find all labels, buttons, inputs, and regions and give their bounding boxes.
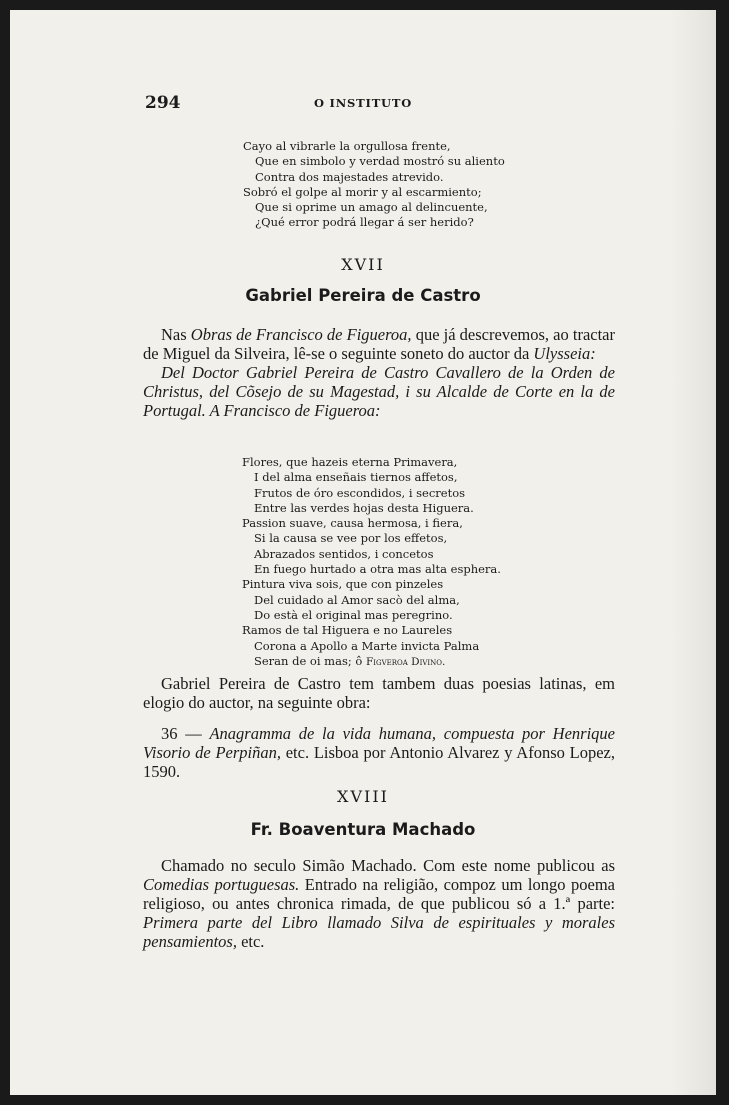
sonnet-line: Ramos de tal Higuera e no Laureles xyxy=(242,623,453,638)
sonnet-line: Do està el original mas peregrino. xyxy=(254,607,453,622)
book-page xyxy=(10,10,716,1095)
sonnet-line: Frutos de óro escondidos, i secretos xyxy=(254,485,466,500)
sonnet-line: Passion suave, causa hermosa, i fiera, xyxy=(242,516,463,531)
running-head: O INSTITUTO xyxy=(313,96,413,110)
verse-line: Sobró el golpe al morir y al escarmiento; xyxy=(243,184,482,199)
section-17-bibliography xyxy=(143,674,615,781)
sonnet-line: En fuego hurtado a otra mas alta esphera. xyxy=(254,562,501,577)
sonnet-line: Entre las verdes hojas desta Higuera. xyxy=(254,500,474,515)
sonnet-line: Corona a Apollo a Marte invicta Palma xyxy=(254,638,480,653)
sonnet-line: I del alma enseñais tiernos affetos, xyxy=(254,470,458,485)
section-17-intro xyxy=(143,325,615,420)
verse-line: Que en simbolo y verdad mostró su aliento xyxy=(255,154,505,169)
dedication: Del Doctor Gabriel Pereira de Castro Cavallero de la Orden de Christus, del Cõsejo de su Magestad, i su Alcalde de Corte en la de Portugal. A Francisco de Figueroa: xyxy=(143,363,615,420)
verse-top xyxy=(243,139,505,231)
sonnet-line: Del cuidado al Amor sacò del alma, xyxy=(254,592,460,607)
sonnet-line: Abrazados sentidos, i concetos xyxy=(254,546,434,561)
verse-line: Cayo al vibrarle la orgullosa frente, xyxy=(243,139,451,153)
latin-note: Gabriel Pereira de Castro tem tambem duas poesias latinas, em elogio do auctor, na seguinte obra: xyxy=(143,674,615,712)
section-numeral-18: XVIII xyxy=(337,787,389,806)
section-18-text xyxy=(143,856,615,951)
machado-paragraph: Chamado no seculo Simão Machado. Com este nome publicou as Comedias portuguesas. Entrado na religião, compoz um longo poema religioso, ou antes chronica rimada, de que publicou só a 1.ª parte: Primera parte del Libro llamado Silva de espirituales y morales pensamientos, etc. xyxy=(143,856,615,951)
sonnet xyxy=(242,455,501,670)
sonnet-line: Pintura viva sois, que con pinzeles xyxy=(242,577,444,592)
page-number: 294 xyxy=(145,93,181,113)
verse-line: Contra dos majestades atrevido. xyxy=(255,169,444,184)
intro-paragraph: Nas Obras de Francisco de Figueroa, que já descrevemos, ao tractar de Miguel da Silveira, lê-se o seguinte soneto do auctor da Ulysseia: xyxy=(143,325,615,363)
sonnet-line: Flores, que hazeis eterna Primavera, xyxy=(242,455,458,469)
page-header xyxy=(10,93,716,117)
sonnet-line: Si la causa se vee por los effetos, xyxy=(254,531,448,546)
sonnet-signature: Figveroa Divino. xyxy=(365,655,446,668)
sonnet-final-line: Seran de oi mas; ô Figveroa Divino. xyxy=(254,653,446,668)
entry-36: 36 — Anagramma de la vida humana, compuesta por Henrique Visorio de Perpiñan, etc. Lisboa por Antonio Alvarez y Afonso Lopez, 1590. xyxy=(143,724,616,781)
verse-line: Que si oprime un amago al delincuente, xyxy=(255,200,488,215)
section-numeral-17: XVII xyxy=(341,255,385,274)
verse-line: ¿Qué error podrá llegar á ser herido? xyxy=(255,215,474,230)
section-title-18: Fr. Boaventura Machado xyxy=(250,820,476,839)
section-title-17: Gabriel Pereira de Castro xyxy=(245,286,481,305)
